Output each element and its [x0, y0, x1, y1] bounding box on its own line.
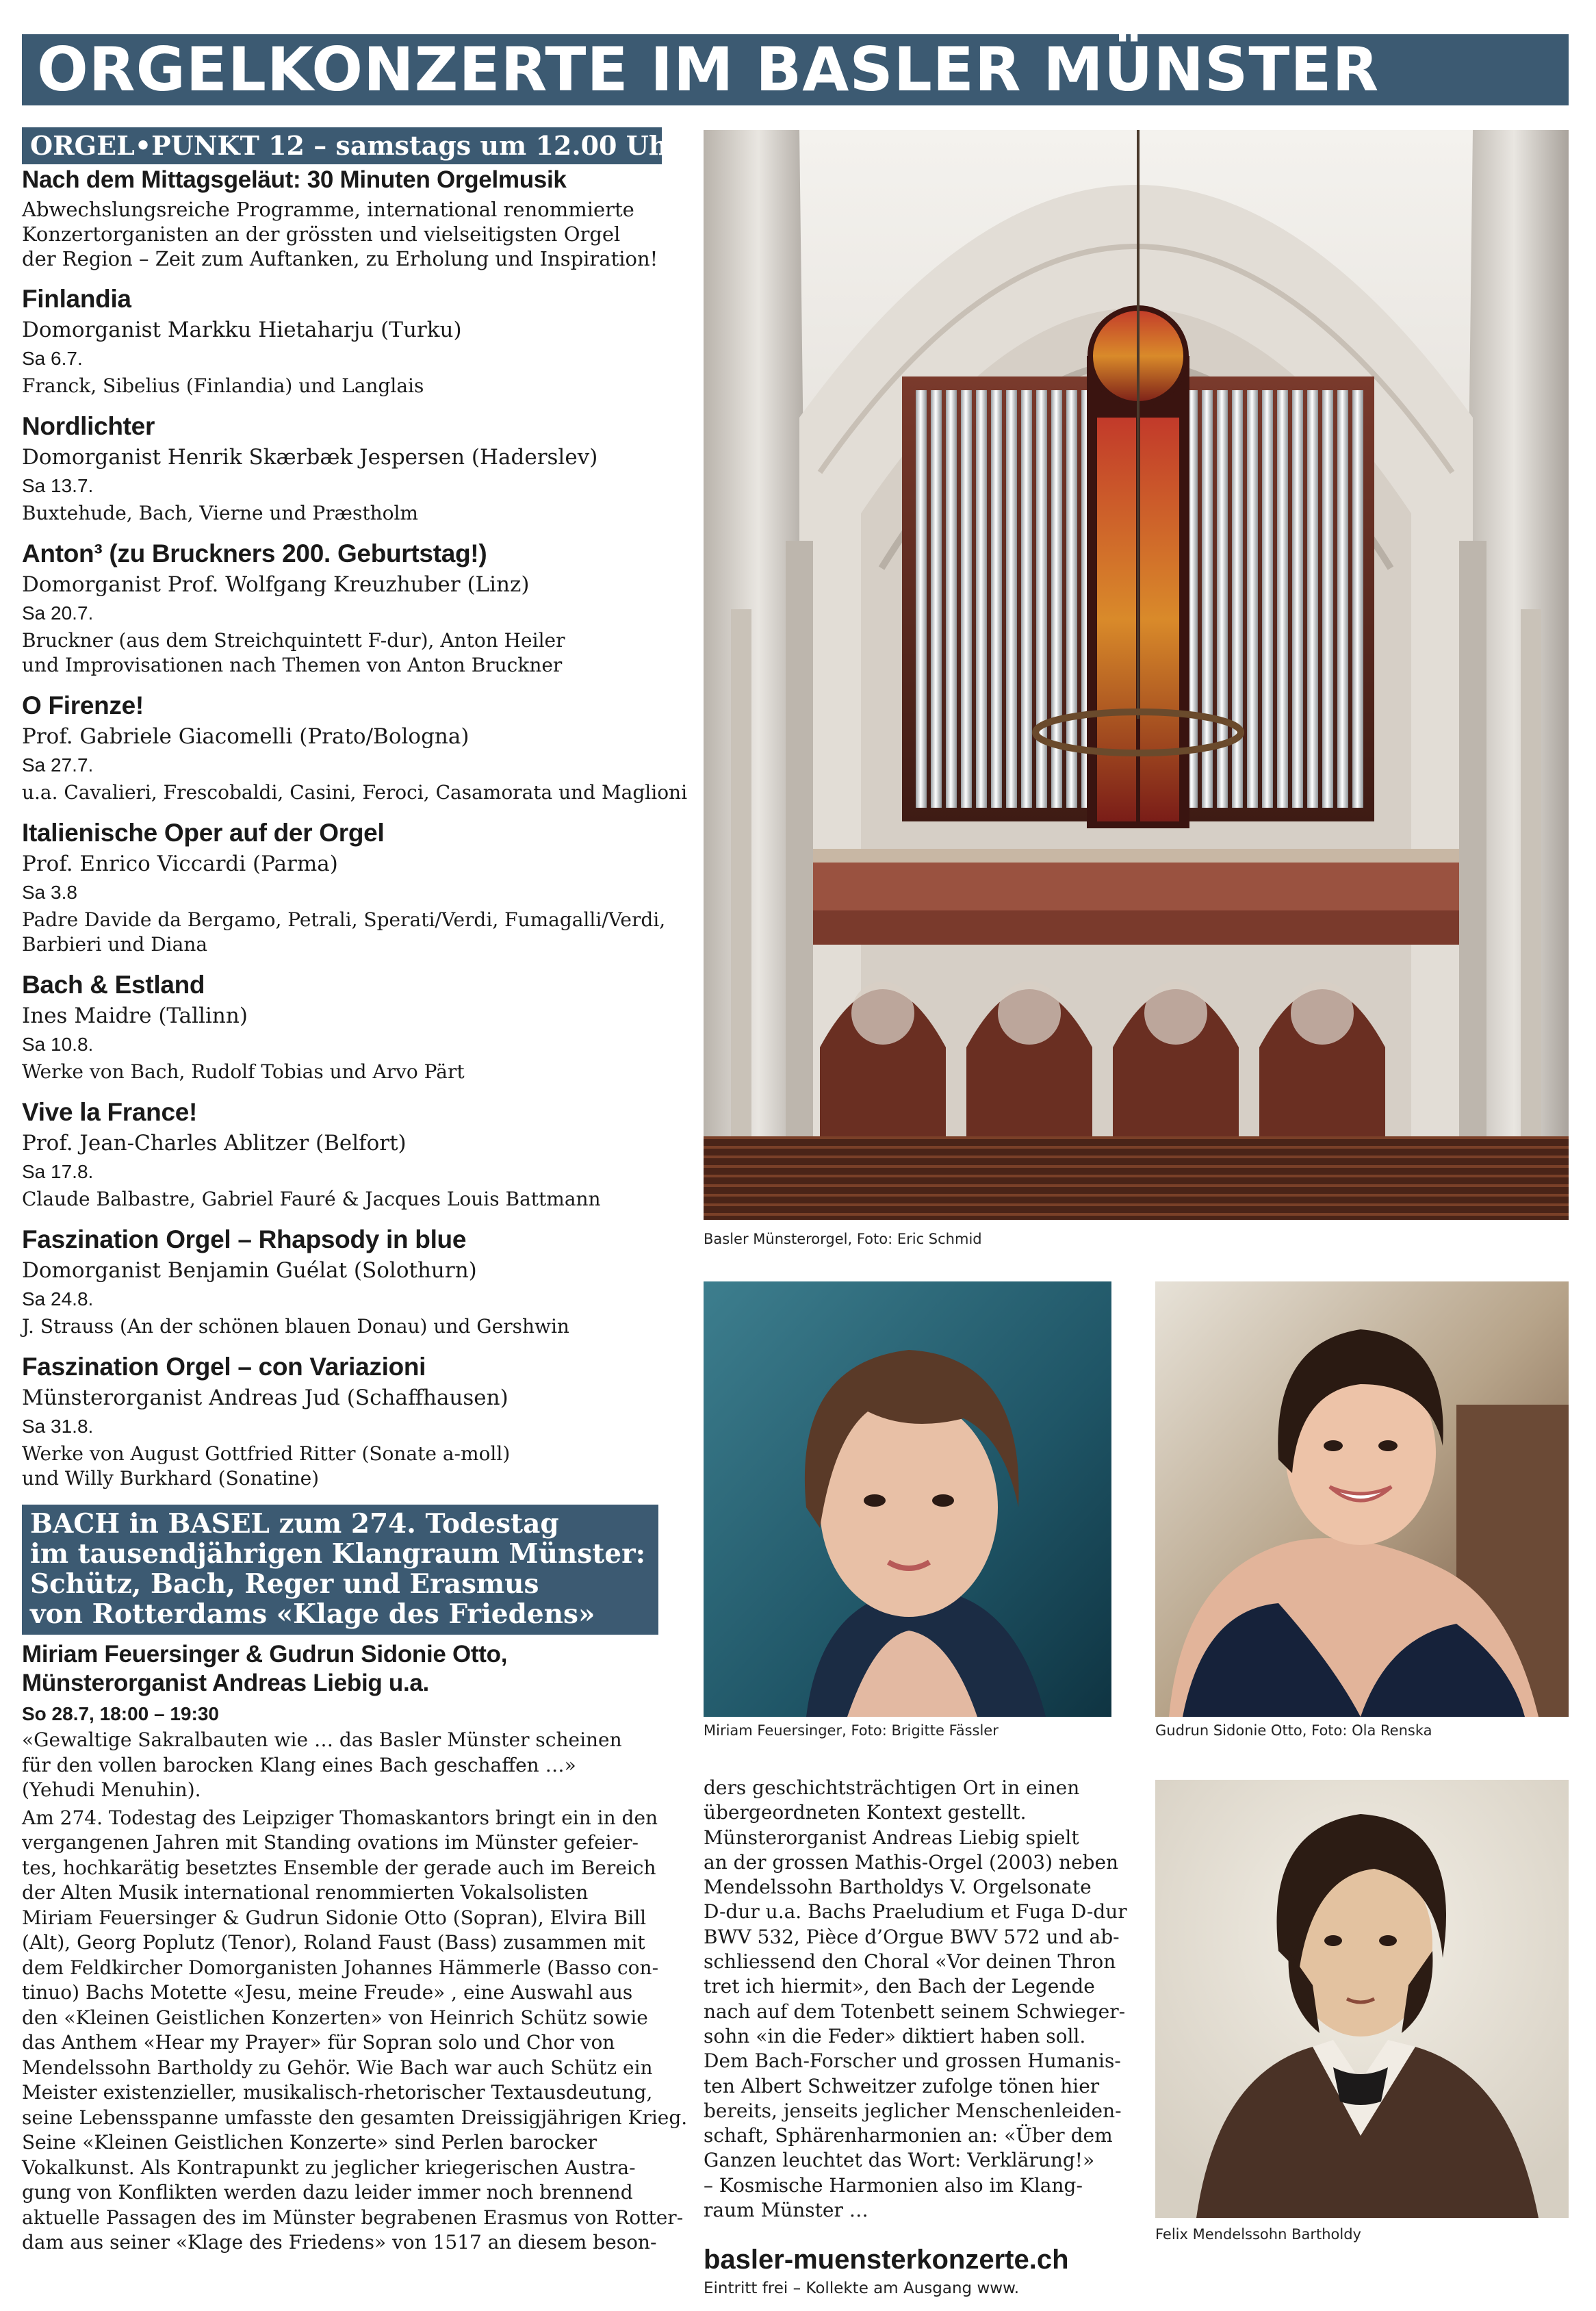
event-performer: Domorganist Henrik Skærbæk Jespersen (Haderslev)	[22, 445, 598, 470]
text-line: tes, hochkarätig besetztes Ensemble der gerade auch im Bereich	[22, 1856, 656, 1879]
intro-line: Abwechslungsreiche Programme, international renommierte	[22, 198, 634, 221]
event-performer: Ines Maidre (Tallinn)	[22, 1004, 248, 1028]
bach-body-text	[22, 1806, 688, 2256]
mendelssohn-caption: Felix Mendelssohn Bartholdy	[1155, 2226, 1361, 2243]
orgelpunkt-subheading: Nach dem Mittagsgeläut: 30 Minuten Orgelmusik	[22, 166, 567, 193]
event-date: Sa 20.7.	[22, 602, 94, 624]
bach-header-line: Schütz, Bach, Reger und Erasmus	[30, 1568, 539, 1600]
bach-header	[22, 1505, 658, 1635]
text-line: – Kosmische Harmonien also im Klang-	[704, 2173, 1083, 2197]
event-date: Sa 10.8.	[22, 1034, 94, 1055]
event-date: Sa 13.7.	[22, 475, 94, 496]
text-line: aktuelle Passagen des im Münster begrabenen Erasmus von Rotter-	[22, 2206, 684, 2229]
event-date: Sa 17.8.	[22, 1161, 94, 1182]
event-title: Bach & Estland	[22, 971, 205, 999]
event-title: Nordlichter	[22, 412, 155, 440]
text-line: BWV 532, Pièce d’Orgue BWV 572 und ab-	[704, 1925, 1120, 1948]
event-list	[22, 283, 688, 1491]
text-line: schaft, Sphärenharmonien an: «Über dem	[704, 2124, 1113, 2147]
intro-line: Konzertorganisten an der grössten und vielseitigsten Orgel	[22, 222, 621, 246]
text-line: Dem Bach-Forscher und grossen Humanis-	[704, 2050, 1121, 2073]
bach-header-line: von Rotterdams «Klage des Friedens»	[30, 1598, 595, 1630]
miriam-caption: Miriam Feuersinger, Foto: Brigitte Fässler	[704, 1722, 999, 1739]
text-line: schliessend den Choral «Vor deinen Thron	[704, 1950, 1116, 1974]
bach-artists: Münsterorganist Andreas Liebig u.a.	[22, 1670, 429, 1696]
text-line: (Yehudi Menuhin).	[22, 1778, 201, 1801]
event-title: Faszination Orgel – con Variazioni	[22, 1353, 426, 1381]
page-title: ORGELKONZERTE IM BASLER MÜNSTER	[37, 34, 1380, 105]
text-line: vergangenen Jahren mit Standing ovations im Münster gefeier-	[22, 1831, 639, 1854]
event-item	[22, 538, 658, 678]
text-line: Münsterorganist Andreas Liebig spielt	[704, 1826, 1079, 1849]
event-item	[22, 969, 658, 1084]
event-performer: Prof. Enrico Viccardi (Parma)	[22, 852, 338, 876]
text-line: Mendelssohn Bartholdy zu Gehör. Wie Bach war auch Schütz ein	[22, 2056, 653, 2079]
mendelssohn-portrait	[1155, 1780, 1569, 2218]
text-line: ders geschichtsträchtigen Ort in einen	[704, 1776, 1080, 1799]
organ-caption: Basler Münsterorgel, Foto: Eric Schmid	[704, 1231, 982, 1247]
event-item	[22, 1097, 658, 1212]
text-line: D-dur u.a. Bachs Praeludium et Fuga D-dur	[704, 1900, 1127, 1924]
event-program: und Willy Burkhard (Sonatine)	[22, 1467, 320, 1490]
text-line: Am 274. Todestag des Leipziger Thomaskantors bringt ein in den	[22, 1806, 658, 1829]
text-line: gung von Konflikten werden dazu leider immer noch brennend	[22, 2181, 633, 2204]
text-line: Vokalkunst. Als Kontrapunkt zu jeglicher kriegerischen Austra-	[22, 2156, 636, 2179]
event-item	[22, 411, 658, 526]
event-date: Sa 24.8.	[22, 1288, 94, 1310]
text-line: Seine «Kleinen Geistlichen Konzerte» sind Perlen barocker	[22, 2131, 597, 2154]
event-title: O Firenze!	[22, 691, 144, 719]
event-item	[22, 690, 688, 805]
text-line: dam aus seiner «Klage des Friedens» von 1517 an diesem beson-	[22, 2231, 657, 2253]
bach-quote	[22, 1728, 658, 1803]
event-item	[22, 1224, 658, 1339]
bach-body-continued	[704, 1774, 1135, 2223]
event-performer: Prof. Gabriele Giacomelli (Prato/Bologna)	[22, 724, 469, 749]
event-performer: Prof. Jean-Charles Ablitzer (Belfort)	[22, 1131, 407, 1156]
gudrun-caption: Gudrun Sidonie Otto, Foto: Ola Renska	[1155, 1722, 1432, 1739]
event-performer: Domorganist Prof. Wolfgang Kreuzhuber (Linz)	[22, 572, 530, 597]
event-item	[22, 1351, 658, 1491]
event-date: Sa 31.8.	[22, 1416, 94, 1437]
event-program: Bruckner (aus dem Streichquintett F-dur), Anton Heiler	[22, 629, 565, 652]
text-line: Ganzen leuchtet das Wort: Verklärung!»	[704, 2149, 1095, 2172]
bach-header-line: BACH in BASEL zum 274. Todestag	[30, 1508, 559, 1540]
event-program: Franck, Sibelius (Finlandia) und Langlais	[22, 374, 424, 397]
event-performer: Münsterorganist Andreas Jud (Schaffhausen)	[22, 1386, 509, 1410]
bach-artists: Miriam Feuersinger & Gudrun Sidonie Otto,	[22, 1641, 508, 1668]
left-column	[22, 127, 688, 2256]
event-program: und Improvisationen nach Themen von Anton Bruckner	[22, 654, 563, 676]
text-line: für den vollen barocken Klang eines Bach geschaffen …»	[22, 1753, 576, 1776]
event-program: Werke von Bach, Rudolf Tobias und Arvo Pärt	[22, 1060, 465, 1083]
event-title: Vive la France!	[22, 1098, 198, 1126]
text-line: das Anthem «Hear my Prayer» für Sopran solo und Chor von	[22, 2031, 615, 2054]
text-line: bereits, jenseits jeglicher Menschenleiden-	[704, 2099, 1122, 2122]
event-program: u.a. Cavalieri, Frescobaldi, Casini, Feroci, Casamorata und Maglioni	[22, 781, 688, 804]
event-program: Barbieri und Diana	[22, 933, 208, 956]
text-line: Mendelssohn Bartholdys V. Orgelsonate	[704, 1876, 1092, 1899]
text-line: raum Münster …	[704, 2199, 868, 2222]
text-line: sohn «in die Feder» diktiert haben soll.	[704, 2024, 1086, 2047]
text-line: tinuo) Bachs Motette «Jesu, meine Freude» , eine Auswahl aus	[22, 1981, 633, 2004]
event-date: Sa 27.7.	[22, 754, 94, 776]
event-title: Faszination Orgel – Rhapsody in blue	[22, 1225, 467, 1253]
event-item	[22, 817, 666, 957]
event-program: J. Strauss (An der schönen blauen Donau) und Gershwin	[22, 1315, 569, 1338]
text-line: Meister existenzieller, musikalisch-rhetorischer Textausdeutung,	[22, 2081, 653, 2104]
text-line: der Alten Musik international renommierten Vokalsolisten	[22, 1881, 589, 1904]
orgelpunkt-header: ORGEL•PUNKT 12 – samstags um 12.00 Uhr	[22, 127, 662, 164]
bach-date: So 28.7, 18:00 – 19:30	[22, 1703, 219, 1724]
text-line: ten Albert Schweitzer zufolge tönen hier	[704, 2074, 1100, 2097]
text-line: übergeordneten Kontext gestellt.	[704, 1801, 1027, 1824]
event-program: Buxtehude, Bach, Vierne und Præstholm	[22, 502, 418, 524]
event-program: Werke von August Gottfried Ritter (Sonate a-moll)	[22, 1442, 511, 1465]
miriam-photo	[704, 1281, 1111, 1717]
website-link[interactable]: basler-muensterkonzerte.ch	[704, 2245, 1069, 2275]
event-title: Italienische Oper auf der Orgel	[22, 819, 385, 847]
organ-photo	[704, 130, 1569, 1220]
orgelpunkt-intro	[22, 197, 658, 271]
event-date: Sa 6.7.	[22, 348, 83, 369]
text-line: (Alt), Georg Poplutz (Tenor), Roland Faust (Bass) zusammen mit	[22, 1931, 645, 1954]
event-title: Anton³ (zu Bruckners 200. Geburtstag!)	[22, 539, 487, 567]
text-line: Miriam Feuersinger & Gudrun Sidonie Otto (Sopran), Elvira Bill	[22, 1906, 647, 1929]
text-line: den «Kleinen Geistlichen Konzerten» von Heinrich Schütz sowie	[22, 2006, 648, 2029]
text-line: «Gewaltige Sakralbauten wie … das Basler Münster scheinen	[22, 1728, 622, 1751]
page-banner	[22, 34, 1569, 105]
event-title: Finlandia	[22, 285, 131, 313]
text-line: dem Feldkircher Domorganisten Johannes Hämmerle (Basso con-	[22, 1956, 659, 1979]
text-line: tret ich hiermit», den Bach der Legende	[704, 1975, 1095, 1998]
entry-note: Eintritt frei – Kollekte am Ausgang www.	[704, 2280, 1020, 2297]
text-line: nach auf dem Totenbett seinem Schwieger-	[704, 2000, 1126, 2023]
intro-line: der Region – Zeit zum Auftanken, zu Erholung und Inspiration!	[22, 247, 658, 270]
text-line: an der grossen Mathis-Orgel (2003) neben	[704, 1850, 1119, 1874]
event-performer: Domorganist Markku Hietaharju (Turku)	[22, 318, 462, 342]
bach-header-line: im tausendjährigen Klangraum Münster:	[30, 1538, 646, 1570]
event-date: Sa 3.8	[22, 882, 77, 903]
event-item	[22, 283, 658, 398]
text-line: seine Lebensspanne umfasste den gesamten Dreissigjährigen Krieg.	[22, 2106, 688, 2129]
event-performer: Domorganist Benjamin Guélat (Solothurn)	[22, 1258, 477, 1283]
gudrun-photo	[1155, 1281, 1569, 1717]
event-program: Padre Davide da Bergamo, Petrali, Sperati/Verdi, Fumagalli/Verdi,	[22, 908, 666, 931]
event-program: Claude Balbastre, Gabriel Fauré & Jacques Louis Battmann	[22, 1188, 601, 1210]
